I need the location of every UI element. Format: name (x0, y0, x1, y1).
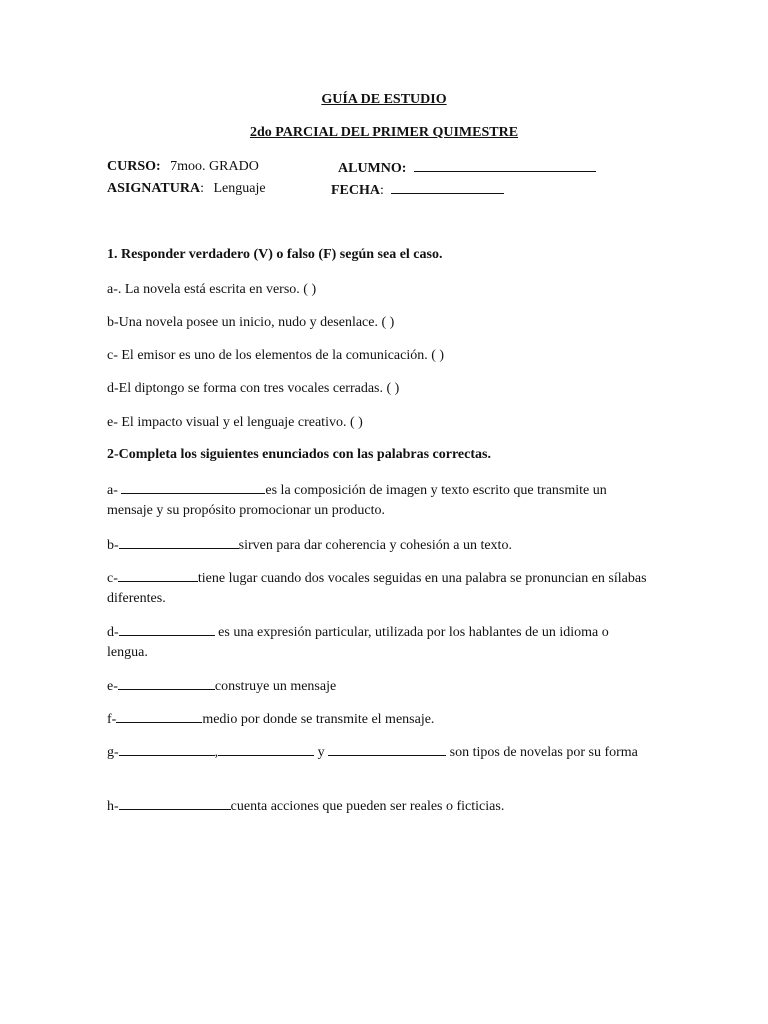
fill-item-f-text: medio por donde se transmite el mensaje. (202, 712, 435, 727)
fill-blank-e[interactable] (118, 676, 215, 690)
fill-item-g-prefix: g- (107, 745, 119, 760)
tf-item-c: c- El emisor es uno de los elementos de la comunicación. ( ) (107, 348, 445, 363)
curso-value: 7moo. GRADO (170, 159, 259, 174)
fill-item-g-sep1: , (214, 745, 219, 760)
fill-blank-c[interactable] (118, 568, 198, 582)
curso-field (107, 159, 259, 175)
fill-item-d (107, 622, 652, 663)
section2-heading: 2-Completa los siguientes enunciados con las palabras correctas. (107, 447, 491, 462)
fill-item-a-text: es la composición de imagen y texto escrito que transmite un mensaje y su propósito promocionar un producto. (107, 483, 607, 518)
tf-item-e: e- El impacto visual y el lenguaje creativo. ( ) (107, 415, 363, 430)
fill-blank-h[interactable] (119, 796, 231, 810)
alumno-field (338, 159, 596, 177)
fill-item-a-prefix: a- (107, 483, 122, 498)
fill-item-b-text: sirven para dar coherencia y cohesión a un texto. (238, 538, 512, 553)
asignatura-label: ASIGNATURA (107, 181, 201, 196)
fill-item-b-prefix: b- (107, 538, 119, 553)
tf-item-d: d-El diptongo se forma con tres vocales cerradas. ( ) (107, 381, 400, 396)
fill-item-e (107, 676, 652, 697)
fill-item-f-prefix: f- (107, 712, 117, 727)
section1-heading: 1. Responder verdadero (V) o falso (F) según sea el caso. (107, 247, 443, 262)
fill-blank-f[interactable] (116, 709, 202, 723)
tf-item-a: a-. La novela está escrita en verso. ( ) (107, 282, 317, 297)
tf-item-b: b-Una novela posee un inicio, nudo y desenlace. ( ) (107, 315, 395, 330)
fill-item-h (107, 796, 652, 817)
fill-item-a (107, 480, 652, 521)
asignatura-value: Lenguaje (213, 181, 266, 196)
page-title: GUÍA DE ESTUDIO (321, 92, 447, 107)
fill-item-g-text: son tipos de novelas por su forma (446, 745, 638, 760)
fill-item-f (107, 709, 652, 730)
fill-item-g-sep2: y (314, 745, 329, 760)
asignatura-sep: : (200, 181, 204, 196)
fill-blank-a[interactable] (121, 480, 265, 494)
fill-blank-g1[interactable] (119, 742, 215, 756)
fill-item-d-prefix: d- (107, 625, 119, 640)
fill-item-b (107, 535, 652, 556)
fecha-field (331, 181, 504, 199)
fill-item-c-prefix: c- (107, 571, 118, 586)
fill-item-h-text: cuenta acciones que pueden ser reales o ficticias. (230, 799, 505, 814)
alumno-blank[interactable] (414, 159, 596, 172)
curso-label: CURSO: (107, 159, 161, 174)
page-subtitle: 2do PARCIAL DEL PRIMER QUIMESTRE (249, 125, 519, 140)
fill-item-d-text: es una expresión particular, utilizada por los hablantes de un idioma o lengua. (107, 625, 609, 660)
fill-blank-g2[interactable] (218, 742, 314, 756)
fill-blank-g3[interactable] (328, 742, 446, 756)
fecha-blank[interactable] (391, 181, 504, 194)
fill-item-g (107, 742, 652, 763)
fill-item-h-prefix: h- (107, 799, 119, 814)
fill-item-c (107, 568, 652, 609)
fill-item-c-text: tiene lugar cuando dos vocales seguidas en una palabra se pronuncian en sílabas diferentes. (107, 571, 647, 606)
fecha-sep: : (380, 183, 384, 198)
fill-item-e-text: construye un mensaje (214, 679, 337, 694)
alumno-label: ALUMNO: (338, 161, 407, 176)
fill-blank-d[interactable] (119, 622, 215, 636)
asignatura-field (107, 181, 266, 197)
fill-blank-b[interactable] (119, 535, 239, 549)
fill-item-e-prefix: e- (107, 679, 118, 694)
fecha-label: FECHA (331, 183, 380, 198)
